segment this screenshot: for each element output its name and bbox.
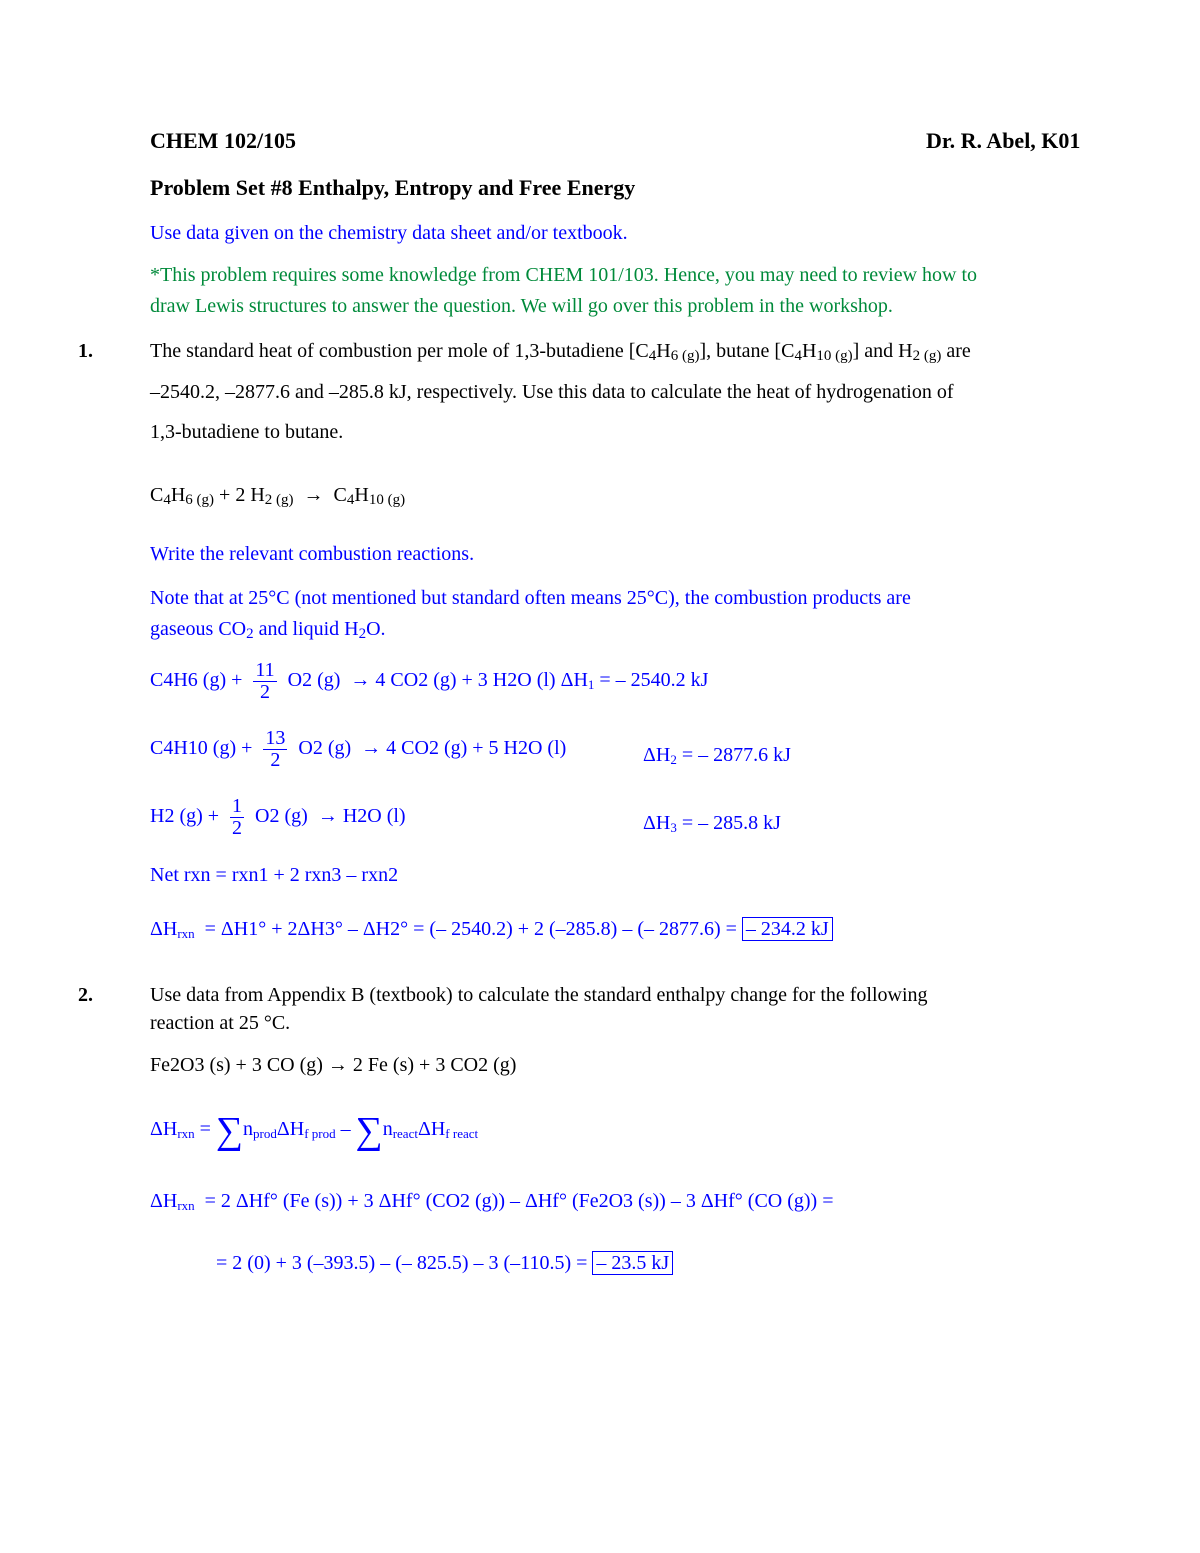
enthalpy-calculation-1: ΔHrxn = ΔH1° + 2ΔH3° – ΔH2° = (– 2540.2) + 2 (–285.8) – (– 2877.6) = – 234.2 kJ (150, 918, 833, 942)
combustion-reaction-1: C4H6 (g) + $\frac{11}{2}$ O2 (g) → 4 CO2 (g) + 3 H2O (l) ΔH1 = – 2540.2 kJ (150, 659, 709, 703)
iron-oxide-reaction: Fe2O3 (s) + 3 CO (g) → 2 Fe (s) + 3 CO2 (g) (150, 1054, 517, 1076)
hess-law-formula: ΔHrxn = ∑nprodΔHf prod – ∑nreactΔHf react (150, 1110, 479, 1152)
answer-box-2: – 23.5 kJ (592, 1251, 673, 1275)
combustion-reaction-2: C4H10 (g) + $\frac{13}{2}$ O2 (g) → 4 CO2 (g) + 5 H2O (l) (150, 727, 567, 771)
instruction-text: Write the relevant combustion reactions. (150, 543, 475, 565)
sigma-icon: ∑ (215, 1110, 244, 1152)
instructor-name: Dr. R. Abel, K01 (926, 128, 1081, 153)
note-line1: Note that at 25°C (not mentioned but standard often means 25°C), the combustion products are (150, 587, 911, 609)
combustion-reaction-3: H2 (g) + $\frac{1}{2}$ O2 (g) → H2O (l) (150, 795, 406, 839)
enthalpy-calculation-2a: ΔHrxn = 2 ΔHf° (Fe (s)) + 3 ΔHf° (CO2 (g)) – ΔHf° (Fe2O3 (s)) – 3 ΔHf° (CO (g)) = (150, 1190, 834, 1213)
problem-2-line1: Use data from Appendix B (textbook) to calculate the standard enthalpy change for the following (150, 984, 928, 1006)
hydrogenation-reaction: C4H6 (g) + 2 H2 (g) → C4H10 (g) (150, 484, 406, 508)
problem-2-line2: reaction at 25 °C. (150, 1012, 291, 1034)
problem-2-number: 2. (78, 984, 93, 1006)
net-reaction: Net rxn = rxn1 + 2 rxn3 – rxn2 (150, 864, 399, 886)
course-title: CHEM 102/105 (150, 128, 297, 153)
enthalpy-calculation-2b: = 2 (0) + 3 (–393.5) – (– 825.5) – 3 (–110.5) = – 23.5 kJ (216, 1252, 673, 1275)
delta-h2: ΔH2 = – 2877.6 kJ (643, 744, 791, 767)
delta-h3: ΔH3 = – 285.8 kJ (643, 812, 781, 835)
lewis-note-line1: *This problem requires some knowledge from CHEM 101/103. Hence, you may need to review how to (150, 264, 978, 286)
lewis-note-line2: draw Lewis structures to answer the question. We will go over this problem in the workshop. (150, 295, 893, 317)
answer-box-1: – 234.2 kJ (742, 917, 833, 941)
note-line2: gaseous CO2 and liquid H2O. (150, 618, 386, 642)
page-title: Problem Set #8 Enthalpy, Entropy and Free Energy (150, 175, 636, 200)
problem-1-number: 1. (78, 340, 93, 362)
sigma-icon: ∑ (355, 1110, 383, 1152)
data-note: Use data given on the chemistry data sheet and/or textbook. (150, 222, 628, 244)
problem-1-line3: 1,3-butadiene to butane. (150, 421, 344, 443)
problem-1-line1: The standard heat of combustion per mole of 1,3-butadiene [C4H6 (g)], butane [C4H10 (g)] and H2 (g) are (150, 340, 971, 364)
problem-1-line2: –2540.2, –2877.6 and –285.8 kJ, respectively. Use this data to calculate the heat of hydrogenation of (150, 381, 954, 403)
